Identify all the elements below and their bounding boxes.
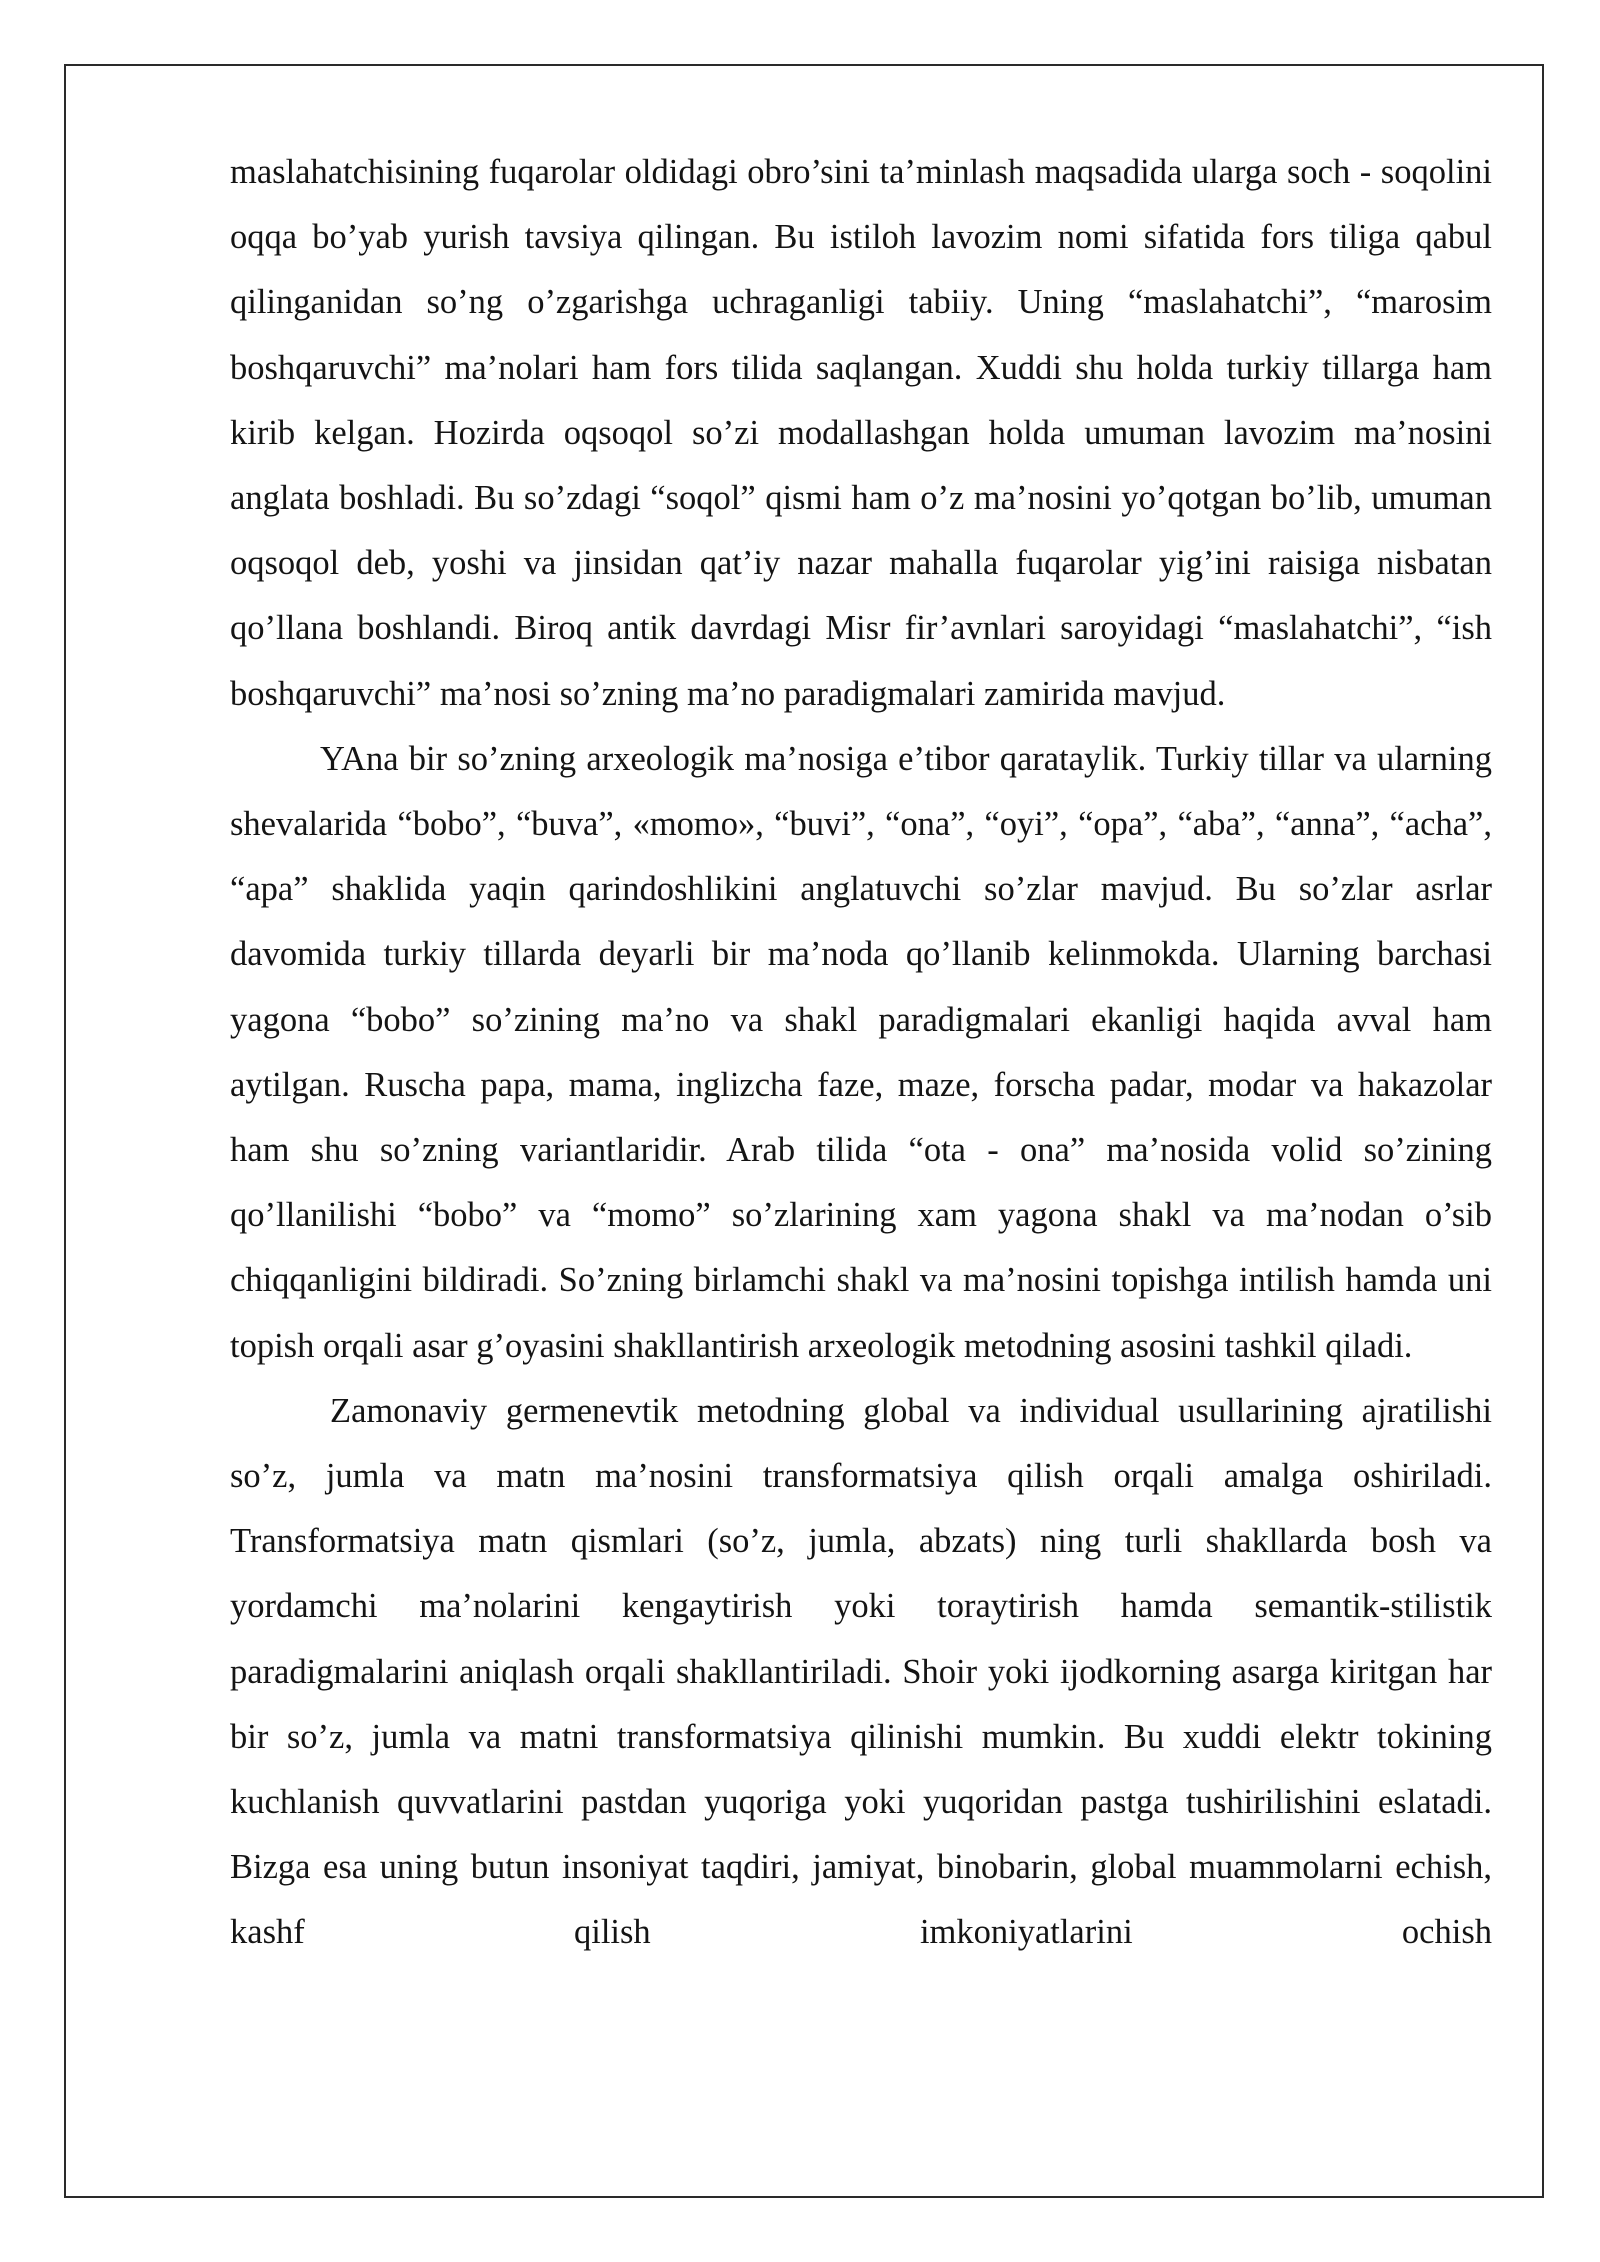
document-body xyxy=(230,140,1492,1966)
paragraph-3: Zamonaviy germenevtik metodning global va individual usullarining ajratilishi so’z, jumla va matn ma’nosini transformatsiya qilish orqali amalga oshiriladi. Transformatsiya matn qismlari (so’z, jumla, abzats) ning turli shakllarda bosh va yordamchi ma’nolarini kengaytirish yoki toraytirish hamda semantik-stilistik paradigmalarini aniqlash orqali shakllantiriladi. Shoir yoki ijodkorning asarga kiritgan har bir so’z, jumla va matni transformatsiya qilinishi mumkin. Bu xuddi elektr tokining kuchlanish quvvatlarini pastdan yuqoriga yoki yuqoridan pastga tushirilishini eslatadi. Bizga esa uning butun insoniyat taqdiri, jamiyat, binobarin, global muammolarni echish, kashf qilish imkoniyatlarini ochish xyxy=(230,1391,1492,1952)
paragraph-1: maslahatchisining fuqarolar oldidagi obro’sini ta’minlash maqsadida ularga soch - soqolini oqqa bo’yab yurish tavsiya qilingan. Bu istiloh lavozim nomi sifatida fors tiliga qabul qilinganidan so’ng o’zgarishga uchraganligi tabiiy. Uning “maslahatchi”, “marosim boshqaruvchi” ma’nolari ham fors tilida saqlangan. Xuddi shu holda turkiy tillarga ham kirib kelgan. Hozirda oqsoqol so’zi modallashgan holda umuman lavozim ma’nosini anglata boshladi. Bu so’zdagi “soqol” qismi ham o’z ma’nosini yo’qotgan bo’lib, umuman oqsoqol deb, yoshi va jinsidan qat’iy nazar mahalla fuqarolar yig’ini raisiga nisbatan qo’llana boshlandi. Biroq antik davrdagi Misr fir’avnlari saroyidagi “maslahatchi”, “ish boshqaruvchi” ma’nosi so’zning ma’no paradigmalari zamirida mavjud. xyxy=(230,153,1492,713)
paragraph-2: YAna bir so’zning arxeologik ma’nosiga e’tibor qarataylik. Turkiy tillar va ularning shevalarida “bobo”, “buva”, «momo», “buvi”, “ona”, “oyi”, “opa”, “aba”, “anna”, “acha”, “apa” shaklida yaqin qarindoshlikini anglatuvchi so’zlar mavjud. Bu so’zlar asrlar davomida turkiy tillarda deyarli bir ma’noda qo’llanib kelinmokda. Ularning barchasi yagona “bobo” so’zining ma’no va shakl paradigmalari ekanligi haqida avval ham aytilgan. Ruscha papa, mama, inglizcha faze, maze, forscha padar, modar va hakazolar ham shu so’zning variantlaridir. Arab tilida “ota - ona” ma’nosida volid so’zining qo’llanilishi “bobo” va “momo” so’zlarining xam yagona shakl va ma’nodan o’sib chiqqanligini bildiradi. So’zning birlamchi shakl va ma’nosini topishga intilish hamda uni topish orqali asar g’oyasini shakllantirish arxeologik metodning asosini tashkil qiladi. xyxy=(230,739,1492,1365)
